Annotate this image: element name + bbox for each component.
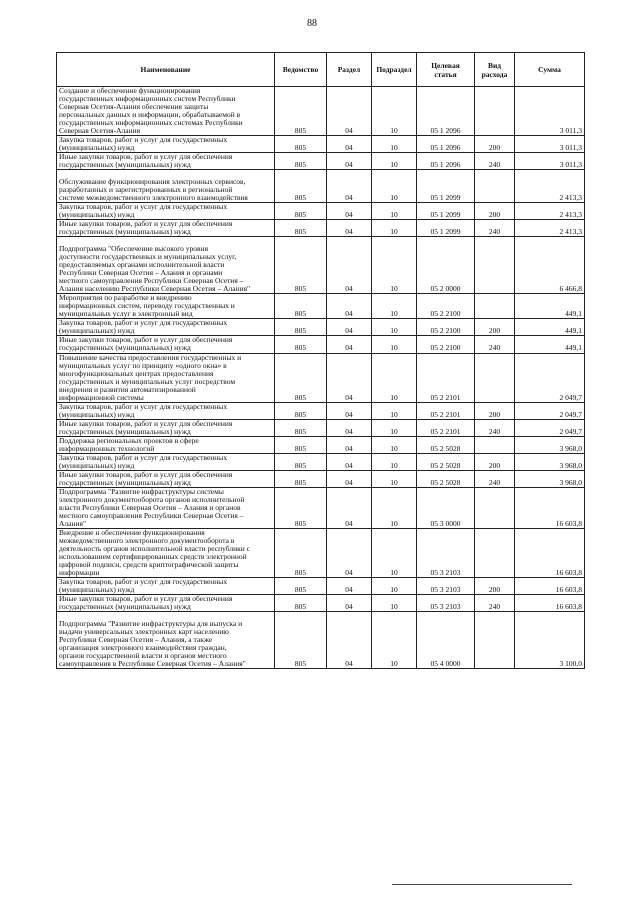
col-header-dept: Ведомство [275,53,327,87]
row-amount: 16 603,8 [515,594,585,611]
row-dept: 805 [275,336,327,353]
row-target: 05 2 2100 [417,336,475,353]
row-name: Закупка товаров, работ и услуг для государственных (муниципальных) нужд [57,453,275,470]
row-target: 05 2 2101 [417,402,475,419]
row-target: 05 2 5028 [417,470,475,487]
row-amount: 6 466,8 [515,237,585,294]
row-exp-type: 240 [475,336,515,353]
row-section: 04 [327,203,372,220]
table-row [57,487,585,528]
row-dept: 805 [275,203,327,220]
row-amount: 2 049,7 [515,353,585,402]
row-name: Иные закупки товаров, работ и услуг для обеспечения государственных (муниципальных) нужд [57,419,275,436]
row-exp-type [475,353,515,402]
row-dept: 805 [275,353,327,402]
row-amount: 3 011,3 [515,136,585,153]
page-number: 88 [307,18,317,29]
row-exp-type: 200 [475,577,515,594]
row-subsection: 10 [372,611,417,668]
row-subsection: 10 [372,203,417,220]
row-exp-type [475,170,515,203]
row-section: 04 [327,153,372,170]
col-header-subsection: Подраздел [372,53,417,87]
row-target: 05 1 2096 [417,136,475,153]
row-target: 05 1 2096 [417,153,475,170]
row-section: 04 [327,470,372,487]
table-row [57,220,585,237]
row-section: 04 [327,220,372,237]
row-dept: 805 [275,594,327,611]
row-section: 04 [327,528,372,577]
row-target: 05 1 2099 [417,220,475,237]
col-header-exp-type: Вид расхода [475,53,515,87]
table-header-row [57,53,585,87]
table-row [57,436,585,453]
row-dept: 805 [275,402,327,419]
row-subsection: 10 [372,237,417,294]
row-name: Мероприятия по разработке и внедрению информационных систем, переводу государственных и муниципальных услуг в электронный вид [57,294,275,319]
row-exp-type: 240 [475,153,515,170]
row-target: 05 3 2103 [417,594,475,611]
row-name: Подпрограмма "Развитие инфраструктуры системы электронного документооборота органов исполнительной власти Республики Северная Осетия – Алания и органов местного самоуправления Республики Северная Осетия – Алания" [57,487,275,528]
row-subsection: 10 [372,136,417,153]
row-name: Иные закупки товаров, работ и услуг для обеспечения государственных (муниципальных) нужд [57,220,275,237]
row-section: 04 [327,353,372,402]
row-subsection: 10 [372,436,417,453]
row-target: 05 1 2096 [417,87,475,136]
row-subsection: 10 [372,487,417,528]
row-dept: 805 [275,470,327,487]
row-name: Закупка товаров, работ и услуг для государственных (муниципальных) нужд [57,402,275,419]
row-exp-type: 240 [475,594,515,611]
row-dept: 805 [275,577,327,594]
row-dept: 805 [275,419,327,436]
row-dept: 805 [275,611,327,668]
row-name: Иные закупки товаров, работ и услуг для обеспечения государственных (муниципальных) нужд [57,153,275,170]
row-subsection: 10 [372,336,417,353]
row-section: 04 [327,136,372,153]
row-dept: 805 [275,87,327,136]
table-row [57,87,585,136]
row-exp-type: 200 [475,203,515,220]
table-row [57,419,585,436]
row-exp-type [475,237,515,294]
row-exp-type [475,528,515,577]
row-target: 05 4 0000 [417,611,475,668]
row-section: 04 [327,611,372,668]
row-exp-type: 200 [475,453,515,470]
row-subsection: 10 [372,170,417,203]
row-name: Закупка товаров, работ и услуг для государственных (муниципальных) нужд [57,577,275,594]
row-name: Иные закупки товаров, работ и услуг для обеспечения государственных (муниципальных) нужд [57,594,275,611]
table-row [57,153,585,170]
row-section: 04 [327,170,372,203]
row-dept: 805 [275,487,327,528]
row-dept: 805 [275,136,327,153]
row-subsection: 10 [372,453,417,470]
row-amount: 2 413,3 [515,170,585,203]
table-row [57,294,585,319]
row-exp-type [475,436,515,453]
row-name: Поддержка региональных проектов в сфере информационных технологий [57,436,275,453]
table-row [57,136,585,153]
row-dept: 805 [275,453,327,470]
row-dept: 805 [275,170,327,203]
row-target: 05 1 2099 [417,203,475,220]
table-row [57,237,585,294]
row-dept: 805 [275,237,327,294]
row-section: 04 [327,336,372,353]
row-subsection: 10 [372,577,417,594]
row-amount: 449,1 [515,319,585,336]
row-section: 04 [327,237,372,294]
row-section: 04 [327,577,372,594]
row-subsection: 10 [372,594,417,611]
row-amount: 3 011,3 [515,87,585,136]
row-amount: 2 049,7 [515,419,585,436]
table-row [57,203,585,220]
row-exp-type: 200 [475,319,515,336]
row-target: 05 3 2103 [417,577,475,594]
row-target: 05 2 5028 [417,453,475,470]
row-subsection: 10 [372,419,417,436]
row-section: 04 [327,453,372,470]
table-row [57,353,585,402]
row-subsection: 10 [372,353,417,402]
row-exp-type [475,87,515,136]
row-subsection: 10 [372,402,417,419]
row-target: 05 2 2101 [417,419,475,436]
row-amount: 449,1 [515,336,585,353]
col-header-section: Раздел [327,53,372,87]
row-amount: 3 968,0 [515,453,585,470]
row-section: 04 [327,487,372,528]
row-target: 05 3 0000 [417,487,475,528]
row-section: 04 [327,319,372,336]
row-amount: 2 413,3 [515,203,585,220]
col-header-amount: Сумма [515,53,585,87]
row-amount: 16 603,8 [515,487,585,528]
row-subsection: 10 [372,87,417,136]
row-dept: 805 [275,153,327,170]
row-subsection: 10 [372,470,417,487]
row-name: Закупка товаров, работ и услуг для государственных (муниципальных) нужд [57,203,275,220]
row-target: 05 2 0000 [417,237,475,294]
row-subsection: 10 [372,294,417,319]
row-amount: 3 968,0 [515,470,585,487]
row-amount: 3 100,0 [515,611,585,668]
row-section: 04 [327,436,372,453]
col-header-name: Наименование [57,53,275,87]
table-row [57,319,585,336]
row-dept: 805 [275,220,327,237]
row-name: Подпрограмма "Развитие инфраструктуры для выпуска и выдачи универсальных электронных карт населению Республики Северная Осетия – Алания, а также организация электронного взаимодействия граждан, органов государственной власти и органов местного самоуправления в Республике Северная Осетия – Алания" [57,611,275,668]
row-amount: 16 603,8 [515,528,585,577]
row-amount: 2 049,7 [515,402,585,419]
row-amount: 16 603,8 [515,577,585,594]
table-row [57,402,585,419]
row-name: Иные закупки товаров, работ и услуг для обеспечения государственных (муниципальных) нужд [57,470,275,487]
col-header-target: Целевая статья [417,53,475,87]
row-target: 05 2 2100 [417,294,475,319]
row-dept: 805 [275,319,327,336]
row-name: Иные закупки товаров, работ и услуг для обеспечения государственных (муниципальных) нужд [57,336,275,353]
row-target: 05 2 2100 [417,319,475,336]
row-exp-type: 240 [475,419,515,436]
row-name: Повышение качества предоставления государственных и муниципальных услуг по принципу «одного окна» в многофункциональных центрах предоставления государственных и муниципальных услуг посредством внедрения и развития автоматизированной информационной системы [57,353,275,402]
table-row [57,470,585,487]
table-row [57,611,585,668]
row-target: 05 1 2099 [417,170,475,203]
row-section: 04 [327,594,372,611]
row-dept: 805 [275,528,327,577]
row-name: Подпрограмма "Обеспечение высокого уровня доступности государственных и муниципальных услуг, предоставляемых органами исполнительной власти Республики Северная Осетия – Алания и органами местного самоуправления Республики Северная Осетия – Алания населению Республики Северная Осетия – Алания" [57,237,275,294]
row-amount: 449,1 [515,294,585,319]
row-section: 04 [327,402,372,419]
row-name: Закупка товаров, работ и услуг для государственных (муниципальных) нужд [57,136,275,153]
row-amount: 3 968,0 [515,436,585,453]
row-target: 05 2 2101 [417,353,475,402]
row-name: Обслуживание функционирования электронных сервисов, разработанных и зарегистрированных в региональной системе межведомственного электронного взаимодействия [57,170,275,203]
row-exp-type [475,294,515,319]
row-exp-type: 200 [475,402,515,419]
row-subsection: 10 [372,528,417,577]
row-subsection: 10 [372,153,417,170]
row-amount: 2 413,3 [515,220,585,237]
row-name: Создание и обеспечение функционирования государственных информационных систем Республики Северная Осетия-Алания обеспечения защиты персональных данных и информации, обрабатываемой в государственных информационных системах Республики Северная Осетия-Алания [57,87,275,136]
row-dept: 805 [275,294,327,319]
row-exp-type: 240 [475,470,515,487]
row-exp-type: 200 [475,136,515,153]
row-section: 04 [327,419,372,436]
row-target: 05 2 5028 [417,436,475,453]
table-row [57,336,585,353]
row-dept: 805 [275,436,327,453]
row-exp-type [475,487,515,528]
budget-table [56,52,585,669]
row-subsection: 10 [372,319,417,336]
table-row [57,577,585,594]
row-name: Внедрение и обеспечение функционирования межведомственного электронного документооборота в деятельность органов исполнительной власти республики с использованием сертифицированных средств электронной цифровой подписи, средств криптографической защиты информации [57,528,275,577]
row-subsection: 10 [372,220,417,237]
row-exp-type [475,611,515,668]
table-row [57,528,585,577]
row-section: 04 [327,87,372,136]
row-amount: 3 011,3 [515,153,585,170]
table-row [57,594,585,611]
row-target: 05 3 2103 [417,528,475,577]
row-exp-type: 240 [475,220,515,237]
footer-rule [392,884,572,885]
table-row [57,170,585,203]
row-section: 04 [327,294,372,319]
table-row [57,453,585,470]
row-name: Закупка товаров, работ и услуг для государственных (муниципальных) нужд [57,319,275,336]
